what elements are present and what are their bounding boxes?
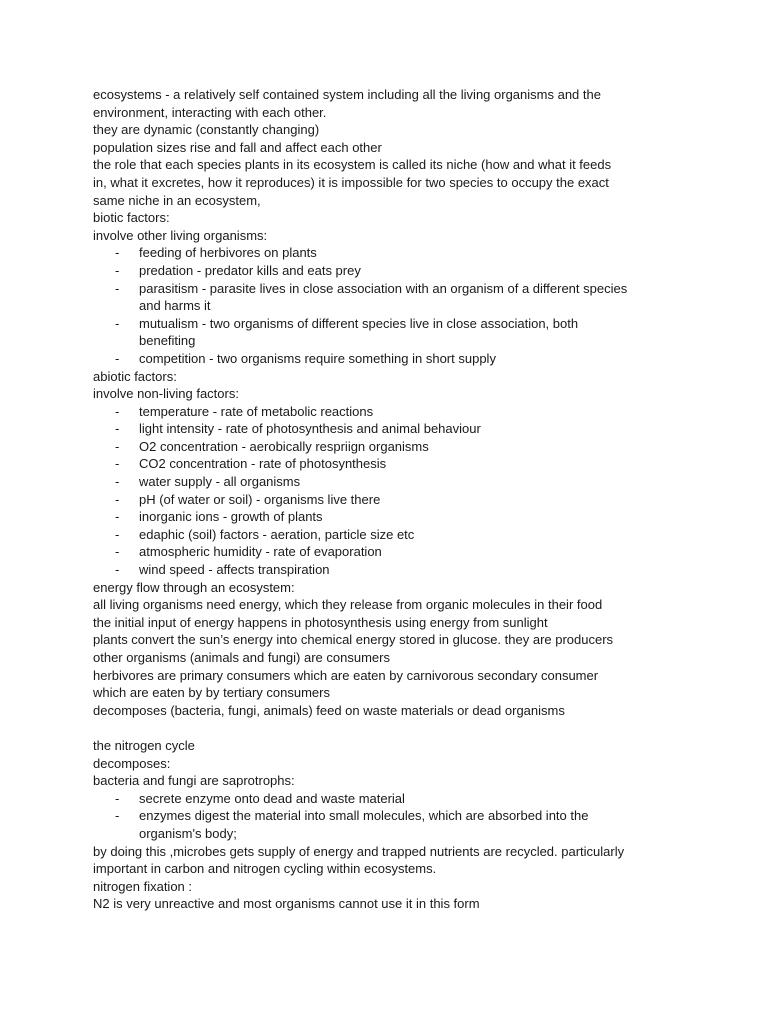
bullet-dash: - [115,808,120,824]
list-item [93,473,713,491]
text-line: which are eaten by by tertiary consumers [93,685,330,701]
list-item [93,455,713,473]
bullet-dash: - [115,526,120,542]
text-line: involve other living organisms: [93,227,268,243]
list-item [93,508,713,526]
list-item [93,526,713,544]
list-item-continuation [93,332,713,350]
list-item-text: temperature - rate of metabolic reactions [139,403,374,419]
text-line: the nitrogen cycle [93,737,195,753]
bullet-dash: - [115,421,120,437]
list-item-text: pH (of water or soil) - organisms live there [139,491,381,507]
list-item [93,438,713,456]
bullet-dash: - [115,456,120,472]
bullet-list [93,244,713,367]
list-item [93,244,713,262]
bullet-dash: - [115,509,120,525]
text-line: N2 is very unreactive and most organisms cannot use it in this form [93,896,480,912]
list-item-text: wind speed - affects transpiration [139,562,330,578]
text-line: by doing this ,microbes gets supply of energy and trapped nutrients are recycled. particularly [93,843,625,859]
list-item-text: enzymes digest the material into small molecules, which are absorbed into the [139,808,589,824]
list-item [93,807,713,825]
list-item-continuation [93,297,713,315]
list-item-text: organism's body; [139,825,237,841]
list-item-text: CO2 concentration - rate of photosynthesis [139,456,387,472]
text-line: abiotic factors: [93,368,177,384]
list-item-text: competition - two organisms require something in short supply [139,350,496,366]
bullet-dash: - [115,315,120,331]
blank-line [93,719,713,737]
list-item-text: mutualism - two organisms of different species live in close association, both [139,315,579,331]
text-line: plants convert the sun’s energy into chemical energy stored in glucose. they are producers [93,632,614,648]
text-line: energy flow through an ecosystem: [93,579,295,595]
text-line: decomposes (bacteria, fungi, animals) feed on waste materials or dead organisms [93,702,565,718]
list-item-text: atmospheric humidity - rate of evaporation [139,544,382,560]
bullet-dash: - [115,438,120,454]
list-item [93,403,713,421]
bullet-dash: - [115,403,120,419]
list-item [93,420,713,438]
bullet-list [93,403,713,579]
text-line: herbivores are primary consumers which are eaten by carnivorous secondary consumer [93,667,599,683]
text-line: other organisms (animals and fungi) are consumers [93,650,390,665]
list-item [93,315,713,333]
text-line: the initial input of energy happens in photosynthesis using energy from sunlight [93,614,548,630]
list-item [93,561,713,579]
list-item-text: benefiting [139,333,196,349]
list-item [93,280,713,298]
bullet-dash: - [115,491,120,507]
text-line: important in carbon and nitrogen cycling within ecosystems. [93,861,437,877]
bullet-dash: - [115,262,120,278]
text-line: decomposes: [93,755,171,771]
text-line: involve non-living factors: [93,386,239,402]
document-page [93,86,713,913]
text-line: in, what it excretes, how it reproduces) it is impossible for two species to occupy the exact [93,174,609,190]
list-item [93,543,713,561]
list-item [93,350,713,368]
text-line: all living organisms need energy, which they release from organic molecules in their food [93,597,603,613]
list-item-text: edaphic (soil) factors - aeration, particle size etc [139,526,415,542]
list-item [93,790,713,808]
bullet-dash: - [115,474,120,490]
bullet-dash: - [115,245,120,261]
list-item-text: feeding of herbivores on plants [139,245,317,261]
bullet-dash: - [115,790,120,806]
list-item-text: water supply - all organisms [139,474,301,490]
text-line: nitrogen fixation : [93,878,193,894]
text-line: ecosystems - a relatively self contained system including all the living organisms and the [93,87,601,102]
text-line: environment, interacting with each other. [93,104,327,120]
list-item-text: predation - predator kills and eats prey [139,262,361,278]
text-line: the role that each species plants in its ecosystem is called its niche (how and what it feeds [93,157,612,173]
bullet-dash: - [115,350,120,366]
bullet-dash: - [115,562,120,578]
list-item-text: O2 concentration - aerobically respriign organisms [139,438,429,454]
text-line: same niche in an ecosystem, [93,192,261,208]
text-line: population sizes rise and fall and affect each other [93,139,382,155]
list-item [93,262,713,280]
list-item-text: and harms it [139,298,211,314]
bullet-list [93,790,713,843]
text-line: biotic factors: [93,210,170,226]
list-item-text: inorganic ions - growth of plants [139,509,323,525]
list-item-text: parasitism - parasite lives in close association with an organism of a different species [139,280,628,296]
list-item [93,491,713,509]
text-line: they are dynamic (constantly changing) [93,122,320,138]
bullet-dash: - [115,544,120,560]
list-item-text: light intensity - rate of photosynthesis and animal behaviour [139,421,481,437]
list-item-text: secrete enzyme onto dead and waste material [139,790,405,806]
text-line: bacteria and fungi are saprotrophs: [93,773,295,789]
bullet-dash: - [115,280,120,296]
list-item-continuation [93,825,713,843]
